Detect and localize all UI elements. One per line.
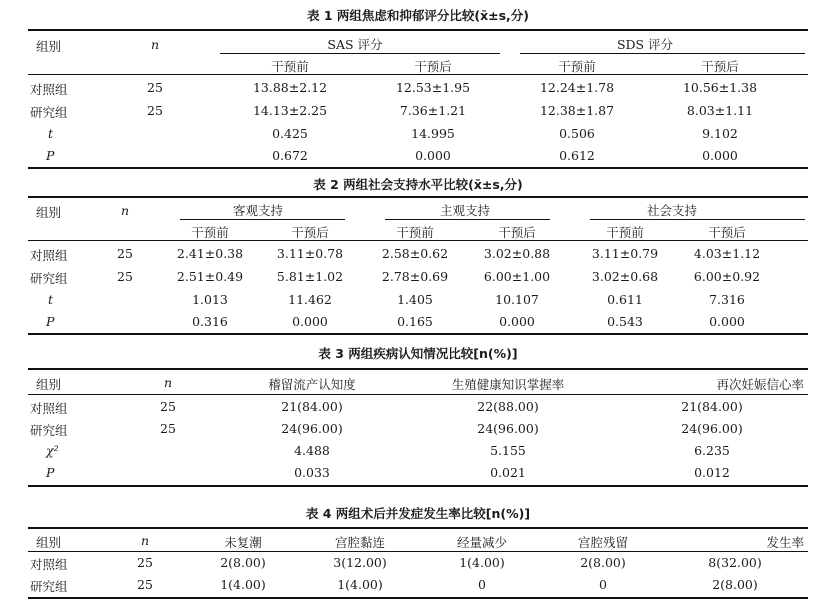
table2-cell: 3.11±0.78 (276, 246, 344, 261)
table4-header-c2: 宫腔黏连 (334, 535, 386, 550)
table1-cell: 0.612 (559, 148, 595, 163)
table3-row-n: 25 (160, 421, 176, 436)
table1-cell: 10.56±1.38 (682, 80, 758, 95)
table3-cell: 24(96.00) (681, 421, 743, 436)
table3-cell: 0.021 (490, 465, 526, 480)
table3-row-group: 研究组 (30, 423, 68, 438)
table2-social-rule (590, 219, 805, 220)
table1-cell: 14.995 (411, 126, 455, 141)
table3-caption: 表 3 两组疾病认知情况比较[n(%)] (318, 346, 518, 361)
table3-cell: 21(84.00) (281, 399, 343, 414)
table2-cell: 1.405 (397, 292, 433, 307)
table2-cell: 1.013 (192, 292, 228, 307)
table3-row-n: 25 (160, 399, 176, 414)
table1-top-rule (28, 29, 808, 31)
table2-cell: 0.611 (607, 292, 643, 307)
table2-objective-rule (180, 219, 345, 220)
table2-header-subjective: 主观支持 (439, 203, 491, 218)
table2-cell: 2.51±0.49 (176, 269, 244, 284)
table2-cell: 7.316 (709, 292, 745, 307)
table2-cell: 6.00±0.92 (693, 269, 761, 284)
table1-header-sas-post: 干预后 (414, 59, 452, 74)
table2-cell: 0.316 (192, 314, 228, 329)
table3-row-stat: P (46, 465, 55, 480)
table2-cell: 3.11±0.79 (591, 246, 659, 261)
table1-row-group: 研究组 (30, 105, 68, 120)
table2-header-pre: 干预前 (396, 225, 434, 240)
table1-row-group: 对照组 (30, 82, 68, 97)
table1-header-sds-pre: 干预前 (558, 59, 596, 74)
table2-cell: 0.000 (292, 314, 328, 329)
table3-cell: 4.488 (294, 443, 330, 458)
table1-cell: 0.000 (415, 148, 451, 163)
table2-header-group: 组别 (36, 205, 62, 220)
table3-cell: 6.235 (694, 443, 730, 458)
table1-cell: 0.672 (272, 148, 308, 163)
table2-cell: 4.03±1.12 (693, 246, 761, 261)
table3-cell: 24(96.00) (281, 421, 343, 436)
table1-header-rule (28, 74, 808, 75)
table1-row-n: 25 (147, 80, 163, 95)
table3-header-rule (28, 394, 808, 395)
table1-cell: 13.88±2.12 (252, 80, 328, 95)
table4-cell: 3(12.00) (333, 555, 387, 570)
table2-top-rule (28, 196, 808, 198)
table1-row-stat: P (46, 148, 55, 163)
table4-header-group: 组别 (36, 535, 62, 550)
table1-sas-rule (220, 53, 500, 54)
table4-cell: 1(4.00) (459, 555, 505, 570)
table4-row-group: 研究组 (30, 579, 68, 594)
table2-header-pre: 干预前 (606, 225, 644, 240)
table1-caption: 表 1 两组焦虑和抑郁评分比较(x̄±s,分) (306, 8, 530, 23)
table1-header-sds: SDS 评分 (616, 37, 674, 52)
table3-cell: 0.012 (694, 465, 730, 480)
table1-cell: 9.102 (702, 126, 738, 141)
table3-header-n: n (163, 375, 173, 390)
table2-cell: 0.165 (397, 314, 433, 329)
table2-row-group: 研究组 (30, 271, 68, 286)
table1-header-group: 组别 (36, 39, 62, 54)
table2-row-stat: P (46, 314, 55, 329)
table4-row-group: 对照组 (30, 557, 68, 572)
table1-bottom-rule (28, 167, 808, 169)
table3-header-c1: 稽留流产认知度 (268, 377, 356, 392)
table4-header-rule (28, 551, 808, 552)
table1-header-sas-pre: 干预前 (271, 59, 309, 74)
table1-cell: 12.53±1.95 (395, 80, 471, 95)
table3-bottom-rule (28, 485, 808, 487)
table3-row-group: 对照组 (30, 401, 68, 416)
table2-row-n: 25 (117, 246, 133, 261)
table1-cell: 0.506 (559, 126, 595, 141)
table2-caption: 表 2 两组社会支持水平比较(x̄±s,分) (313, 177, 523, 192)
table1-cell: 12.24±1.78 (539, 80, 615, 95)
table4-header-c3: 经量减少 (456, 535, 508, 550)
table1-cell: 0.000 (702, 148, 738, 163)
table4-cell: 1(4.00) (337, 577, 383, 592)
table2-cell: 2.58±0.62 (381, 246, 449, 261)
table3-header-group: 组别 (36, 377, 62, 392)
table3-row-stat: χ² (46, 443, 59, 458)
table4-row-n: 25 (137, 577, 153, 592)
table3-header-c3: 再次妊娠信心率 (716, 377, 804, 392)
table2-cell: 10.107 (495, 292, 539, 307)
table2-cell: 0.543 (607, 314, 643, 329)
table1-row-n: 25 (147, 103, 163, 118)
table4-header-c5: 发生率 (766, 535, 804, 550)
table4-cell: 1(4.00) (220, 577, 266, 592)
table3-cell: 21(84.00) (681, 399, 743, 414)
table4-top-rule (28, 527, 808, 529)
table4-cell: 0 (478, 577, 486, 592)
table2-header-post: 干预后 (291, 225, 329, 240)
table3-top-rule (28, 368, 808, 370)
table1-row-stat: t (48, 126, 54, 141)
table2-cell: 3.02±0.88 (483, 246, 551, 261)
table1-cell: 7.36±1.21 (399, 103, 467, 118)
table2-cell: 11.462 (288, 292, 332, 307)
table2-cell: 0.000 (499, 314, 535, 329)
table2-row-stat: t (48, 292, 54, 307)
table4-header-n: n (140, 533, 150, 548)
table4-row-n: 25 (137, 555, 153, 570)
table2-row-n: 25 (117, 269, 133, 284)
table4-header-c1: 未复潮 (224, 535, 262, 550)
table2-cell: 6.00±1.00 (483, 269, 551, 284)
table3-header-c2: 生殖健康知识掌握率 (451, 377, 565, 392)
table2-cell: 0.000 (709, 314, 745, 329)
table2-header-pre: 干预前 (191, 225, 229, 240)
table1-cell: 0.425 (272, 126, 308, 141)
table4-header-c4: 宫腔残留 (577, 535, 629, 550)
table2-header-rule (28, 240, 808, 241)
table3-cell: 24(96.00) (477, 421, 539, 436)
table2-header-n: n (120, 203, 130, 218)
table2-header-objective: 客观支持 (232, 203, 284, 218)
table2-cell: 3.02±0.68 (591, 269, 659, 284)
table1-cell: 8.03±1.11 (686, 103, 754, 118)
table2-bottom-rule (28, 333, 808, 335)
table4-cell: 8(32.00) (708, 555, 762, 570)
table2-header-post: 干预后 (708, 225, 746, 240)
table1-cell: 14.13±2.25 (252, 103, 328, 118)
table4-cell: 2(8.00) (220, 555, 266, 570)
table2-cell: 2.41±0.38 (176, 246, 244, 261)
table1-header-n: n (150, 37, 160, 52)
table2-row-group: 对照组 (30, 248, 68, 263)
table1-header-sds-post: 干预后 (701, 59, 739, 74)
table1-cell: 12.38±1.87 (539, 103, 615, 118)
table3-cell: 5.155 (490, 443, 526, 458)
table4-caption: 表 4 两组术后并发症发生率比较[n(%)] (305, 506, 531, 521)
table2-header-social: 社会支持 (646, 203, 698, 218)
table4-bottom-rule (28, 597, 808, 599)
table3-cell: 0.033 (294, 465, 330, 480)
table2-header-post: 干预后 (498, 225, 536, 240)
table2-subjective-rule (385, 219, 550, 220)
table1-sds-rule (520, 53, 805, 54)
table4-cell: 0 (599, 577, 607, 592)
table2-cell: 2.78±0.69 (381, 269, 449, 284)
table4-cell: 2(8.00) (580, 555, 626, 570)
table3-cell: 22(88.00) (477, 399, 539, 414)
table2-cell: 5.81±1.02 (276, 269, 344, 284)
table4-cell: 2(8.00) (712, 577, 758, 592)
table1-header-sas: SAS 评分 (327, 37, 383, 52)
